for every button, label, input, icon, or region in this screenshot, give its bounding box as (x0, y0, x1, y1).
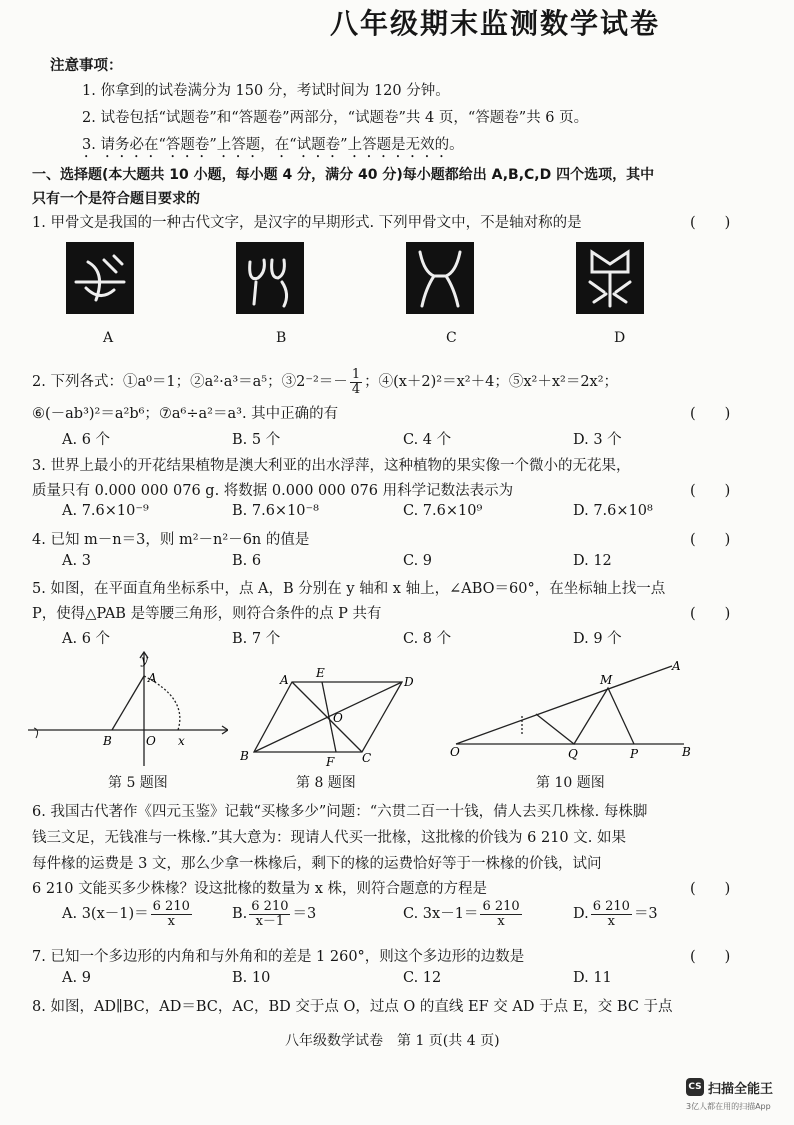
section-heading: 一、选择题(本大题共 10 小题，每小题 4 分，满分 40 分)每小题都给出 A,B,C,D 四个选项，其中 (32, 167, 655, 183)
fraction-numerator: 6 210 (592, 899, 630, 914)
segment-ab (112, 676, 144, 730)
figure-10 (446, 656, 696, 764)
diagonal-bd (254, 682, 402, 752)
notice-item: 2. 试卷包括“试题卷”和“答题卷”两部分，“试题卷”共 4 页，“答题卷”共 6 页。 (82, 110, 589, 126)
fraction-denominator: 4 (351, 381, 361, 397)
answer-paren: ( ) (690, 606, 731, 622)
option-d: D. 7.6×10⁸ (573, 503, 653, 519)
option-d: D. 11 (573, 970, 612, 986)
notice-item: 1. 你拿到的试卷满分为 150 分，考试时间为 120 分钟。 (82, 83, 450, 99)
option-a: A. 3 (62, 553, 91, 569)
option-a-prefix: A. 3(x－1)＝ (62, 906, 149, 923)
option-a (62, 900, 194, 928)
label-b: B (240, 749, 249, 763)
answer-paren: ( ) (690, 406, 731, 422)
question-6-text-cont: 每件椽的运费是 3 文，那么少拿一株椽后，剩下的椽的运费恰好等于一株椽的价钱，试问 (32, 856, 602, 872)
option-d (573, 900, 658, 928)
question-5-text: 5. 如图，在平面直角坐标系中，点 A，B 分别在 y 轴和 x 轴上，∠ABO＝60°，在坐标轴上找一点 (32, 581, 666, 597)
ray-oa (456, 666, 672, 744)
fraction-numerator: 6 210 (482, 899, 520, 914)
fraction (151, 900, 192, 928)
figure-5-caption: 第 5 题图 (108, 775, 168, 791)
fraction-denominator: x－1 (255, 913, 285, 929)
question-8-text: 8. 如图，AD∥BC，AD＝BC，AC，BD 交于点 O，过点 O 的直线 EF 交 AD 于点 E，交 BC 于点 (32, 999, 673, 1015)
option-c: C. 4 个 (403, 432, 452, 448)
scanner-logo-icon: CS (686, 1078, 704, 1096)
question-7-text: 7. 已知一个多边形的内角和与外角和的差是 1 260°，则这个多边形的边数是 (32, 949, 525, 965)
label-a: A (672, 659, 681, 673)
option-b-prefix: B. (232, 906, 248, 923)
fraction-denominator: x (497, 913, 505, 929)
label-m: M (600, 673, 613, 687)
fraction (480, 900, 521, 928)
figure-10-caption: 第 10 题图 (536, 775, 605, 791)
section-heading-cont: 只有一个是符合题目要求的 (32, 191, 200, 207)
page-title: 八年级期末监测数学试卷 (330, 7, 661, 40)
question-6-text-cont: 6 210 文能买多少株椽？设这批椽的数量为 x 株，则符合题意的方程是 (32, 881, 488, 897)
label-y: y (141, 653, 148, 667)
label-p: P (630, 747, 639, 761)
fraction (350, 368, 362, 396)
question-4-text: 4. 已知 m－n＝3，则 m²－n²－6n 的值是 (32, 532, 310, 548)
answer-paren: ( ) (690, 949, 731, 965)
label-q: Q (568, 747, 578, 761)
option-b: B. 6 (232, 553, 262, 569)
label-c: C (362, 751, 372, 765)
option-a: A. 6 个 (62, 432, 111, 448)
answer-paren: ( ) (690, 215, 731, 231)
option-c: C. 9 (403, 553, 433, 569)
question-6-text-cont: 钱三文足，无钱准与一株椽.”其大意为：现请人代买一批椽，这批椽的价钱为 6 210 文. 如果 (32, 830, 626, 846)
figure-8 (240, 662, 430, 772)
oracle-glyph-c (406, 242, 474, 314)
fraction-denominator: x (167, 913, 175, 929)
label-x: x (178, 734, 185, 748)
option-a: A. 9 (62, 970, 91, 986)
question-6-text: 6. 我国古代著作《四元玉鉴》记载“买椽多少”问题：“六贯二百一十钱，倩人去买几株椽. 每株脚 (32, 804, 648, 820)
page-footer: 八年级数学试卷 第 1 页(共 4 页) (285, 1033, 500, 1049)
fraction (591, 900, 632, 928)
option-b-suffix: ＝3 (292, 906, 317, 923)
q2-part2: ；④(x＋2)²＝x²＋4；⑤x²＋x²＝2x²； (364, 374, 619, 391)
label-d: D (404, 675, 414, 689)
fraction-numerator: 1 (351, 367, 361, 382)
question-2-text (32, 368, 618, 396)
oracle-glyph-b (236, 242, 304, 314)
option-label-c: C (446, 330, 457, 346)
label-b: B (103, 734, 112, 748)
option-b (232, 900, 316, 928)
scanner-app-tagline: 3亿人都在用的扫描App (686, 1102, 771, 1111)
answer-paren: ( ) (690, 881, 731, 897)
option-c: C. 7.6×10⁹ (403, 503, 483, 519)
question-3-text: 3. 世界上最小的开花结果植物是澳大利亚的出水浮萍，这种植物的果实像一个微小的无花果， (32, 458, 631, 474)
zigzag (536, 688, 634, 744)
question-5-text-cont: P，使得△PAB 是等腰三角形，则符合条件的点 P 共有 (32, 606, 382, 622)
fraction-denominator: x (607, 913, 615, 929)
answer-paren: ( ) (690, 532, 731, 548)
option-d-suffix: ＝3 (633, 906, 658, 923)
answer-paren: ( ) (690, 483, 731, 499)
label-a: A (280, 673, 289, 687)
option-a: A. 7.6×10⁻⁹ (62, 503, 149, 519)
scanner-app-name: 扫描全能王 (708, 1082, 774, 1097)
fraction-numerator: 6 210 (152, 899, 190, 914)
oracle-glyph-a (66, 242, 134, 314)
option-b: B. 7.6×10⁻⁸ (232, 503, 319, 519)
question-2-text-cont: ⑥(－ab³)²＝a²b⁶；⑦a⁶÷a²＝a³. 其中正确的有 (32, 406, 339, 422)
label-o: O (146, 734, 156, 748)
option-b: B. 5 个 (232, 432, 281, 448)
option-d: D. 3 个 (573, 432, 622, 448)
label-o: O (333, 711, 343, 725)
notice-item: 3. 请务必在“答题卷”上答题，在“试题卷”上答题是无效的。 (82, 137, 464, 153)
label-b: B (682, 745, 691, 759)
fraction-numerator: 6 210 (251, 899, 289, 914)
question-3-text-cont: 质量只有 0.000 000 076 g. 将数据 0.000 000 076 用科学记数法表示为 (32, 483, 514, 499)
q2-part1: 2. 下列各式：①a⁰＝1；②a²·a³＝a⁵；③2⁻²＝－ (32, 374, 348, 391)
label-f: F (326, 755, 335, 769)
label-a: A (148, 671, 157, 685)
notice-heading: 注意事项： (50, 58, 123, 74)
option-b: B. 7 个 (232, 631, 281, 647)
fraction (249, 900, 290, 928)
option-d: D. 12 (573, 553, 612, 569)
label-o: O (450, 745, 460, 759)
option-b: B. 10 (232, 970, 271, 986)
figure-8-caption: 第 8 题图 (296, 775, 356, 791)
option-c: C. 12 (403, 970, 442, 986)
oracle-glyph-d (576, 242, 644, 314)
option-d: D. 9 个 (573, 631, 622, 647)
label-e: E (316, 666, 325, 680)
option-a: A. 6 个 (62, 631, 111, 647)
option-c (403, 900, 524, 928)
figure-5 (28, 648, 228, 766)
option-c: C. 8 个 (403, 631, 452, 647)
question-1-text: 1. 甲骨文是我国的一种古代文字，是汉字的早期形式. 下列甲骨文中，不是轴对称的是 (32, 215, 582, 231)
option-label-b: B (276, 330, 287, 346)
option-label-d: D (614, 330, 626, 346)
option-d-prefix: D. (573, 906, 589, 923)
option-c-prefix: C. 3x－1＝ (403, 906, 479, 923)
option-label-a: A (103, 330, 114, 346)
